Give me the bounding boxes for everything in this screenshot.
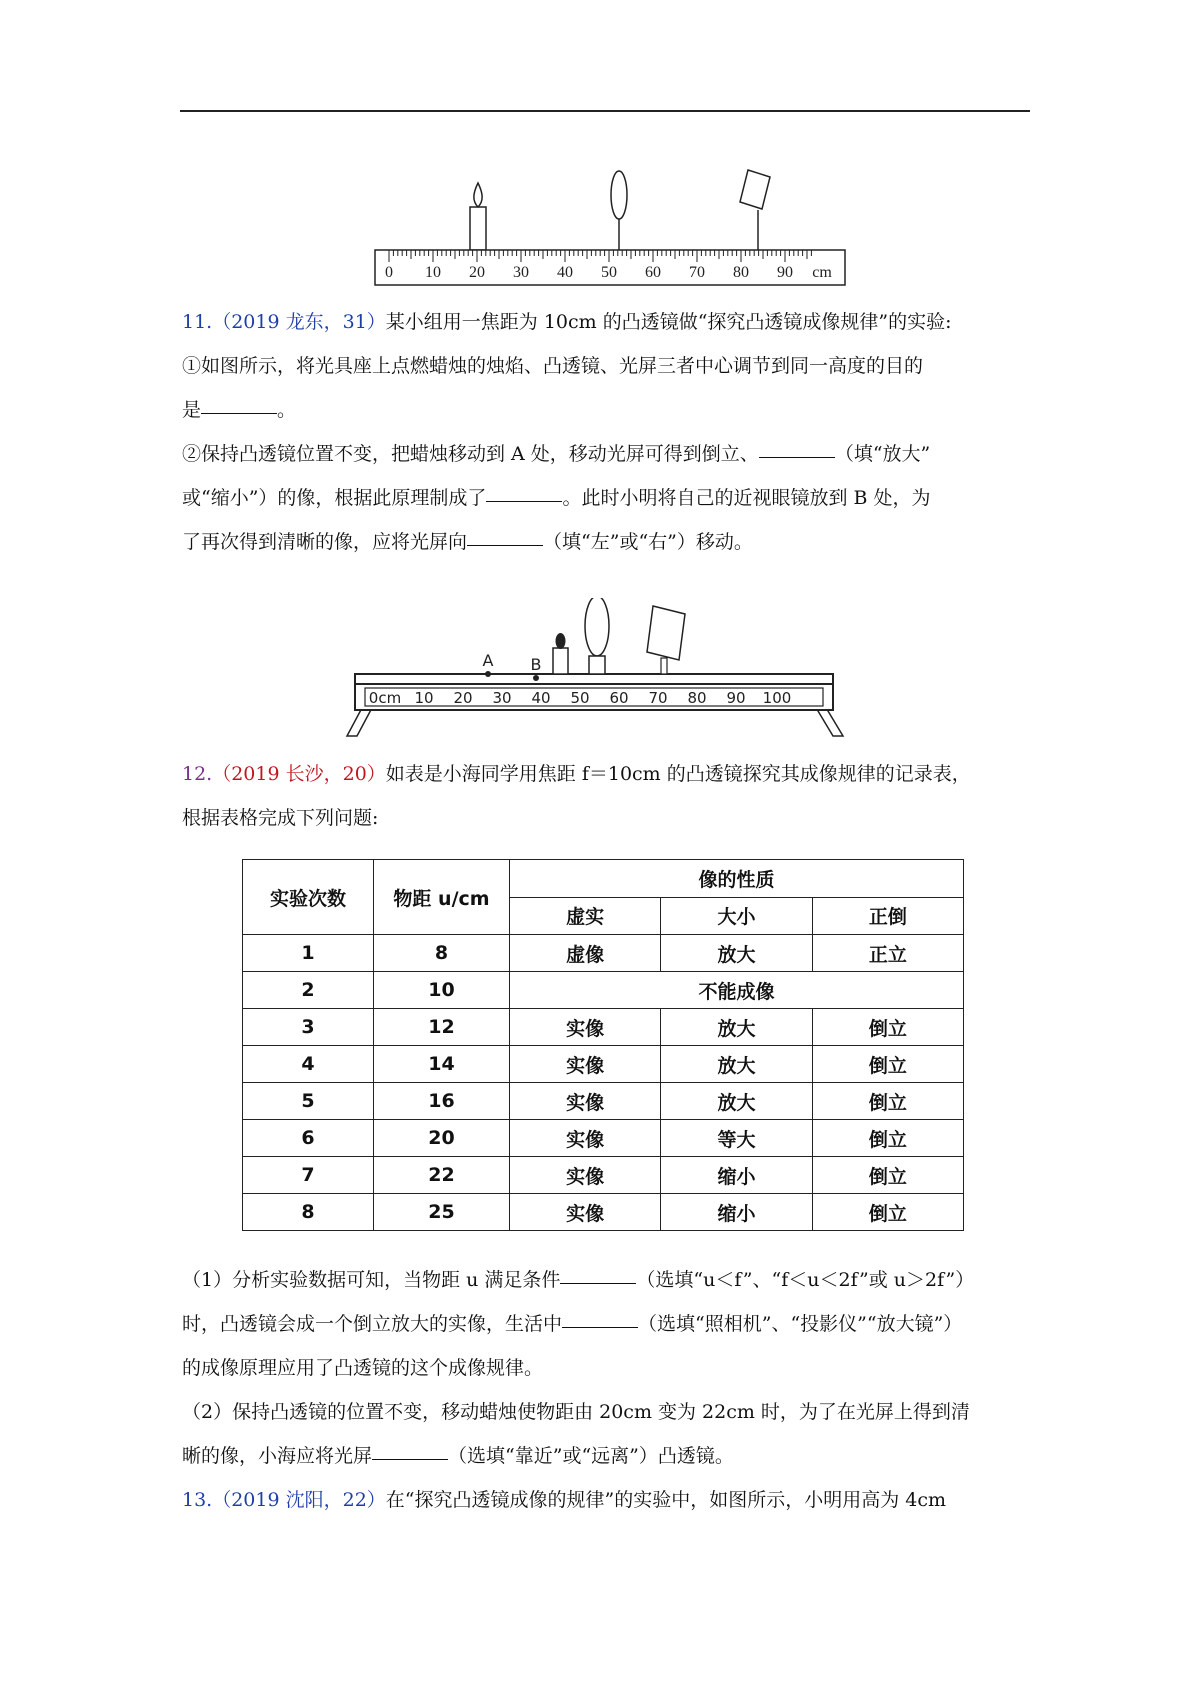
cell-size: 等大	[661, 1120, 812, 1157]
cell-type: 实像	[510, 1009, 661, 1046]
cell-distance: 14	[374, 1046, 510, 1083]
q12-number: 12.	[182, 763, 213, 785]
tick-label: 90	[777, 264, 793, 281]
tick-label: 0	[385, 264, 393, 281]
optical-bench-figure-2	[345, 598, 845, 738]
q12-s1d: （选填“照相机”、“投影仪”“放大镜”）	[638, 1313, 963, 1335]
q11-p2a: ②保持凸透镜位置不变，把蜡烛移动到 A 处，移动光屏可得到倒立、	[182, 443, 759, 465]
q11-p1a: ①如图所示，将光具座上点燃蜡烛的烛焰、凸透镜、光屏三者中心调节到同一高度的目的	[182, 355, 924, 377]
cell-trial: 4	[243, 1046, 374, 1083]
cell-trial: 8	[243, 1194, 374, 1231]
cell-orientation: 倒立	[812, 1009, 963, 1046]
tick-label: 10	[414, 689, 434, 707]
cell-type: 实像	[510, 1046, 661, 1083]
cell-trial: 2	[243, 972, 374, 1009]
cell-size: 放大	[661, 1046, 812, 1083]
q12-source: （2019 长沙，20）	[212, 763, 386, 785]
answer-blank[interactable]	[560, 1282, 636, 1284]
answer-blank[interactable]	[467, 544, 543, 546]
q11-p2f: （填“左”或“右”）移动。	[543, 531, 753, 553]
cell-trial: 1	[243, 935, 374, 972]
convex-lens-icon	[585, 598, 609, 674]
marker-b	[533, 675, 539, 681]
cell-trial: 5	[243, 1083, 374, 1120]
question-12	[182, 752, 1022, 840]
question-13	[182, 1478, 1022, 1522]
tick-label: 30	[492, 689, 512, 707]
tick-label: 0cm	[368, 689, 402, 707]
q12-s2b: 晰的像，小海应将光屏	[182, 1445, 373, 1467]
question-12-parts	[182, 1258, 1022, 1478]
answer-blank[interactable]	[372, 1458, 448, 1460]
tick-label: 80	[733, 264, 749, 281]
tick-label: 50	[601, 264, 617, 281]
answer-blank[interactable]	[759, 456, 835, 458]
header-orientation: 正倒	[812, 897, 963, 935]
tick-label: 50	[570, 689, 590, 707]
cell-distance: 16	[374, 1083, 510, 1120]
cell-distance: 12	[374, 1009, 510, 1046]
cell-trial: 7	[243, 1157, 374, 1194]
q12-s1c: 时，凸透镜会成一个倒立放大的实像，生活中	[182, 1313, 563, 1335]
q13-number: 13.	[182, 1489, 213, 1511]
unit-label: cm	[812, 264, 832, 281]
table-row	[243, 935, 964, 972]
header-distance: 物距 u/cm	[374, 860, 510, 935]
table-row	[243, 1083, 964, 1120]
q12-s1e: 的成像原理应用了凸透镜的这个成像规律。	[182, 1357, 544, 1379]
cell-type: 虚像	[510, 935, 661, 972]
q11-stem: 某小组用一焦距为 10cm 的凸透镜做“探究凸透镜成像规律”的实验:	[385, 311, 952, 333]
cell-merged: 不能成像	[510, 972, 964, 1009]
cell-orientation: 倒立	[812, 1046, 963, 1083]
q11-p2b: （填“放大”	[834, 443, 931, 465]
header-size: 大小	[661, 897, 812, 935]
record-table	[242, 859, 964, 1231]
cell-orientation: 倒立	[812, 1194, 963, 1231]
tick-label: 80	[687, 689, 707, 707]
q12-s2a: （2）保持凸透镜的位置不变，移动蜡烛使物距由 20cm 变为 22cm 时，为了在光屏上得到清	[182, 1401, 970, 1423]
marker-b-label: B	[530, 655, 542, 674]
q11-p2e: 了再次得到清晰的像，应将光屏向	[182, 531, 468, 553]
question-11	[182, 300, 1022, 564]
tick-label: 30	[513, 264, 529, 281]
cell-trial: 3	[243, 1009, 374, 1046]
tick-label: 20	[453, 689, 473, 707]
cell-size: 放大	[661, 1009, 812, 1046]
table-row	[243, 1157, 964, 1194]
q12-s1a: （1）分析实验数据可知，当物距 u 满足条件	[182, 1269, 561, 1291]
tick-label: 10	[425, 264, 441, 281]
candle-icon	[470, 183, 486, 250]
cell-size: 放大	[661, 1083, 812, 1120]
convex-lens-icon	[611, 171, 627, 219]
q11-p2c: 或“缩小”）的像，根据此原理制成了	[182, 487, 487, 509]
tick-label: 90	[726, 689, 746, 707]
cell-type: 实像	[510, 1120, 661, 1157]
table-row	[243, 1120, 964, 1157]
tick-label: 60	[645, 264, 661, 281]
q13-source: （2019 沈阳，22）	[212, 1489, 386, 1511]
q11-p2d: 。此时小明将自己的近视眼镜放到 B 处，为	[562, 487, 931, 509]
tick-label: 20	[469, 264, 485, 281]
q12-stem2: 根据表格完成下列问题:	[182, 807, 379, 829]
tick-label: 70	[648, 689, 668, 707]
light-screen-icon	[740, 170, 770, 209]
bench-labels	[369, 689, 792, 707]
cell-distance: 10	[374, 972, 510, 1009]
q11-p1c: 。	[277, 399, 297, 421]
cell-size: 缩小	[661, 1194, 812, 1231]
answer-blank[interactable]	[201, 412, 277, 414]
tick-label: 70	[689, 264, 705, 281]
answer-blank[interactable]	[486, 500, 562, 502]
header-trial: 实验次数	[243, 860, 374, 935]
q13-stem: 在“探究凸透镜成像的规律”的实验中，如图所示，小明用高为 4cm	[385, 1489, 947, 1511]
table-row	[243, 1009, 964, 1046]
table-row	[243, 972, 964, 1009]
header-type: 虚实	[510, 897, 661, 935]
cell-orientation: 倒立	[812, 1157, 963, 1194]
cell-orientation: 倒立	[812, 1083, 963, 1120]
cell-orientation: 倒立	[812, 1120, 963, 1157]
q12-s1b: （选填“u＜f”、“f＜u＜2f”或 u＞2f”）	[636, 1269, 975, 1291]
tick-label: 40	[531, 689, 551, 707]
tick-label: 100	[762, 689, 792, 707]
cell-type: 实像	[510, 1194, 661, 1231]
tick-label: 40	[557, 264, 573, 281]
marker-a	[485, 671, 491, 677]
table-row	[243, 1194, 964, 1231]
cell-size: 放大	[661, 935, 812, 972]
cell-orientation: 正立	[812, 935, 963, 972]
cell-type: 实像	[510, 1083, 661, 1120]
header-nature: 像的性质	[510, 860, 964, 898]
candle-icon	[553, 633, 568, 674]
cell-distance: 8	[374, 935, 510, 972]
answer-blank[interactable]	[562, 1326, 638, 1328]
q11-source: （2019 龙东，31）	[212, 311, 386, 333]
table-row	[243, 1046, 964, 1083]
marker-a-label: A	[482, 651, 494, 670]
q11-number: 11.	[182, 311, 213, 333]
light-screen-icon	[647, 606, 685, 674]
cell-type: 实像	[510, 1157, 661, 1194]
tick-label: 60	[609, 689, 629, 707]
cell-distance: 22	[374, 1157, 510, 1194]
optical-bench-figure-1	[370, 165, 850, 290]
header-rule	[180, 110, 1030, 112]
cell-trial: 6	[243, 1120, 374, 1157]
cell-distance: 20	[374, 1120, 510, 1157]
cell-distance: 25	[374, 1194, 510, 1231]
q11-p1b: 是	[182, 399, 202, 421]
q12-s2c: （选填“靠近”或“远离”）凸透镜。	[448, 1445, 734, 1467]
cell-size: 缩小	[661, 1157, 812, 1194]
q12-stem: 如表是小海同学用焦距 f＝10cm 的凸透镜探究其成像规律的记录表，	[385, 763, 971, 785]
